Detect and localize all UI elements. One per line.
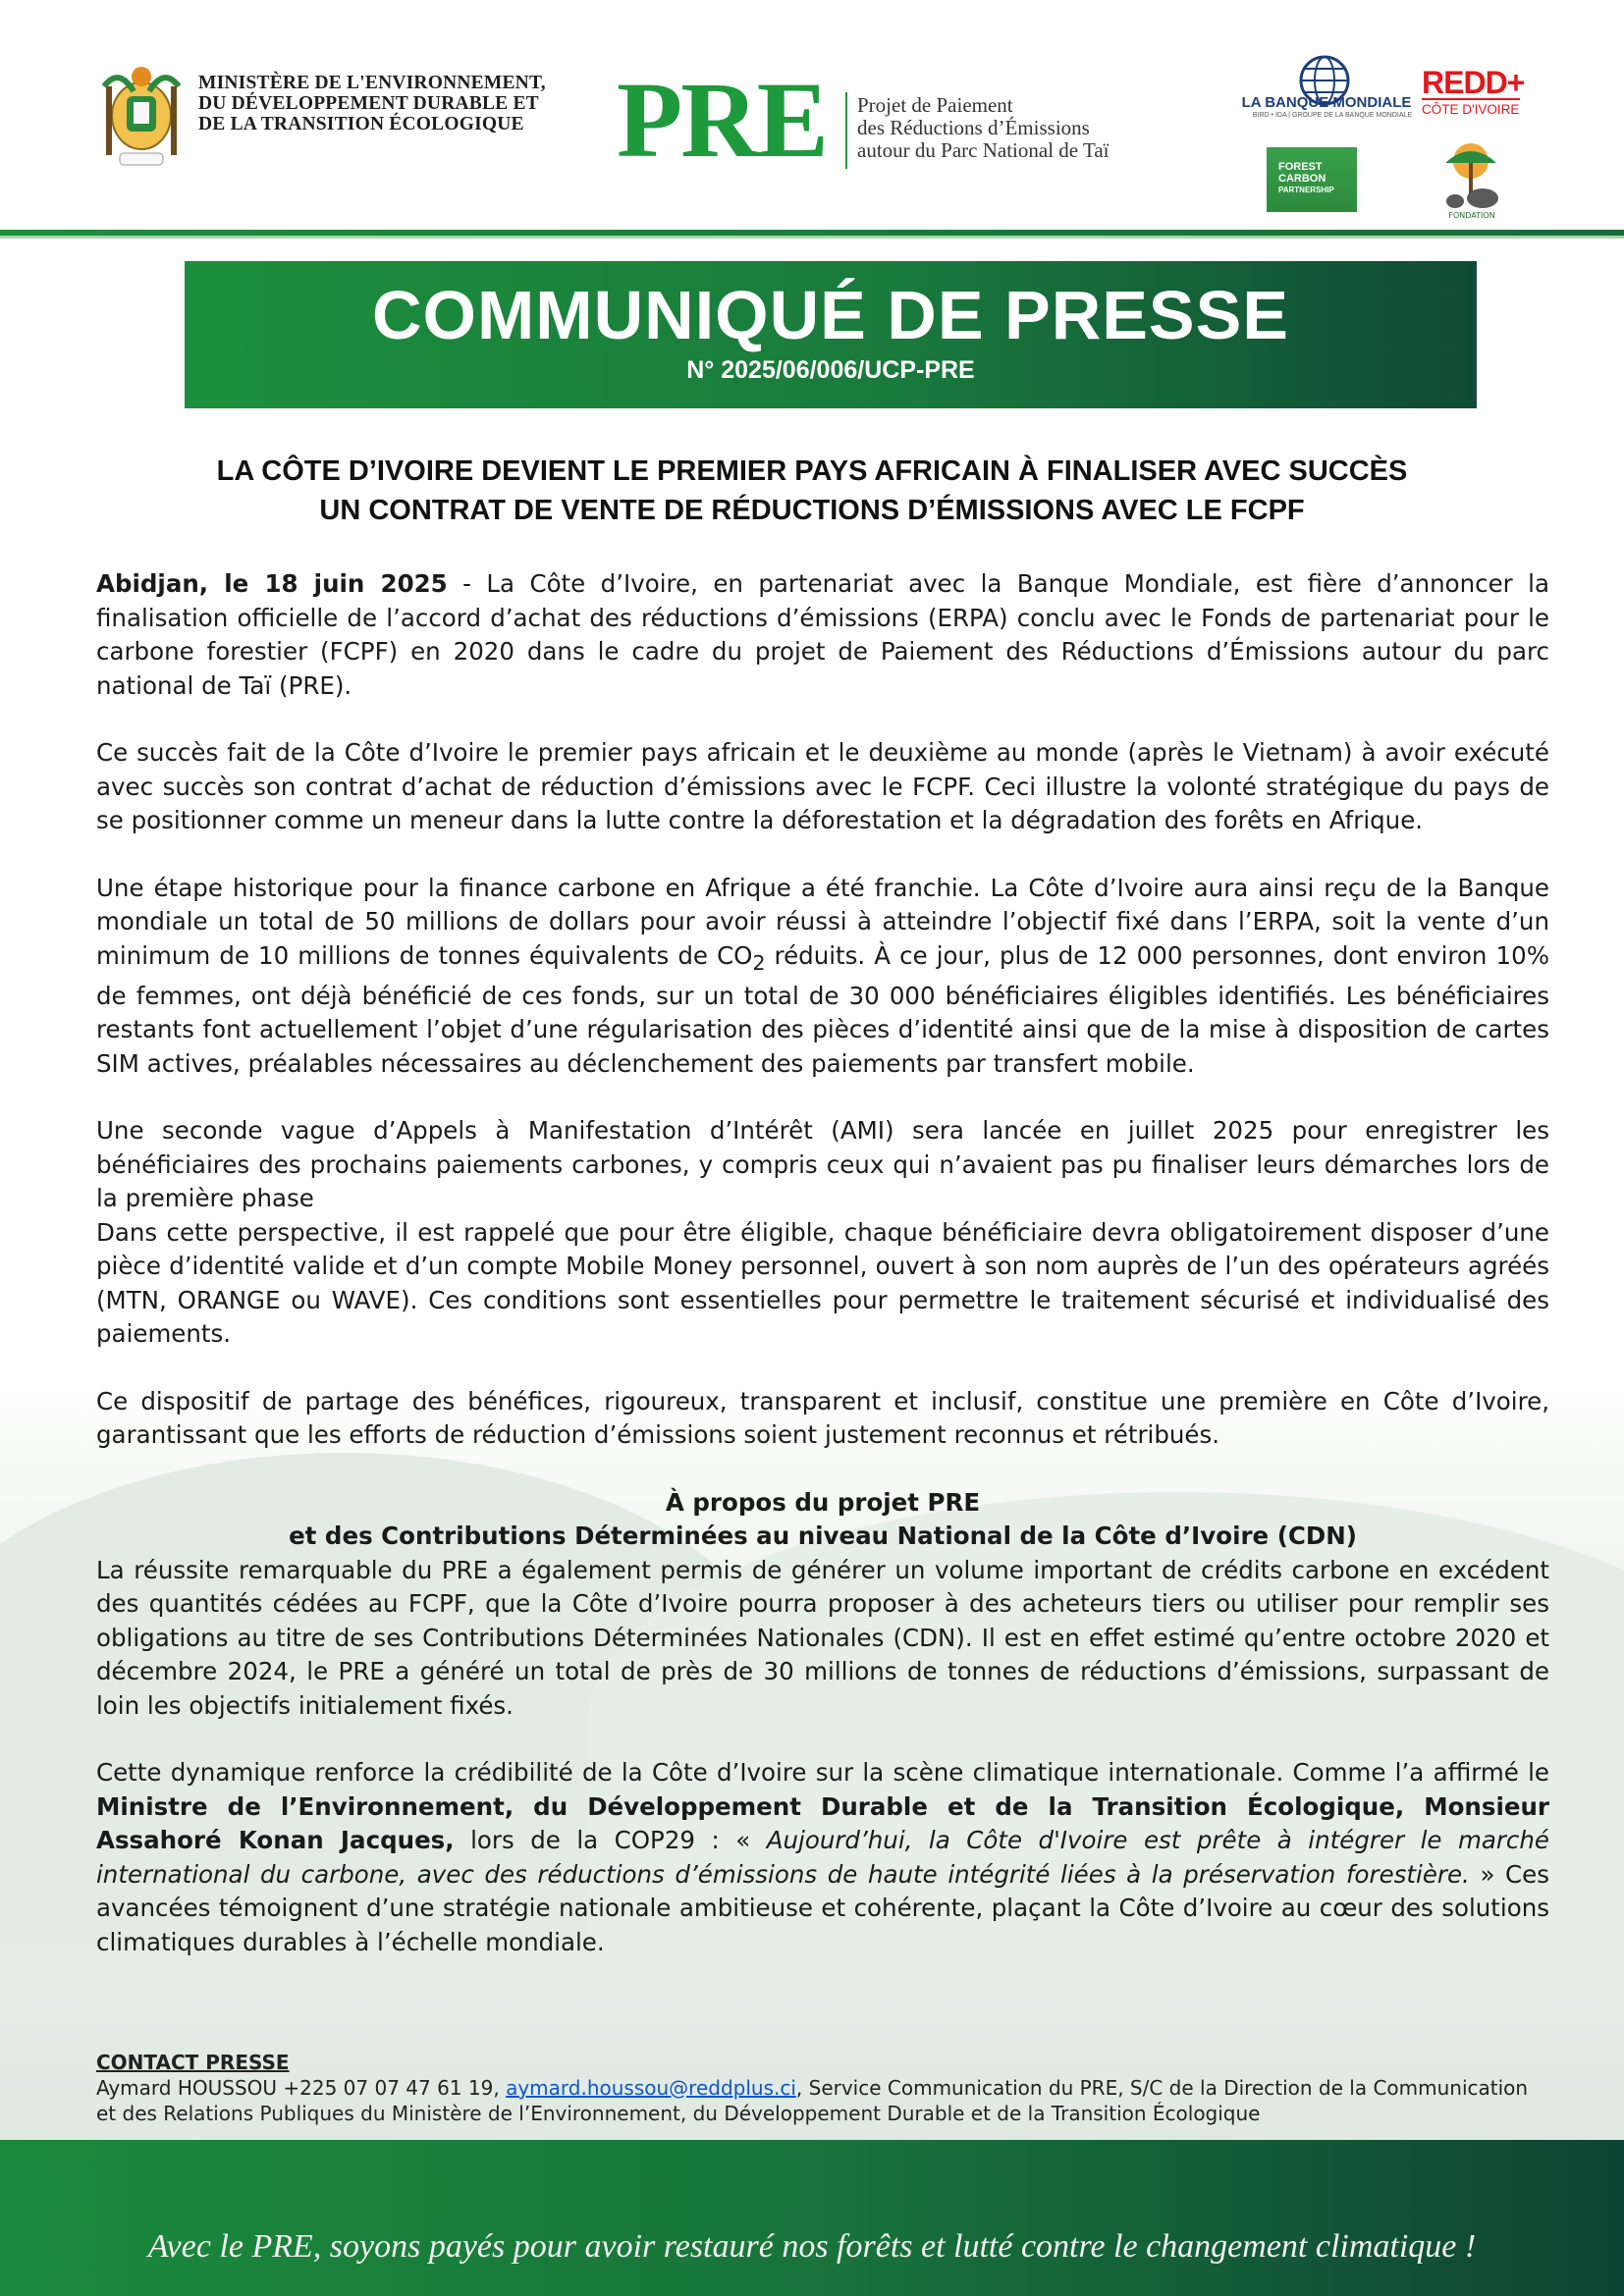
co2-subscript: 2 — [752, 950, 766, 975]
paragraph: La réussite remarquable du PRE a également permis de générer un volume important de crédits carbone en excédent des quantités cédées au FCPF, que la Côte d’Ivoire pourra proposer à des acheteurs tiers ou utiliser pour remplir ses obligations au titre de ses Contributions Déterminées Nationales (CDN). Il est en effet estimé qu’entre octobre 2020 et décembre 2024, le PRE a généré un total de près de 30 millions de tonnes de réductions d’émissions, surpassant de loin les objectifs initialement fixés. — [96, 1555, 1549, 1720]
world-bank-name: LA BANQUE MONDIALE — [1241, 94, 1412, 111]
ministry-line: DE LA TRANSITION ÉCOLOGIQUE — [198, 114, 524, 134]
fondation-label: FONDATION — [1448, 211, 1495, 220]
paragraph-text: réduits. À ce jour, plus de 12 000 personnes, dont environ 10% de femmes, ont déjà bénéficié de ces fonds, sur un total de 30 000 bénéficiaires éligibles identifiés. Les bénéficiaires restants font actuellement l’objet d’une régularisation des pièces d’identité ainsi que de la mise à disposition de cartes SIM actives, préalables nécessaires au déclenchement des paiements par transfert mobile. — [96, 940, 1549, 1078]
paragraph — [96, 567, 1549, 703]
paragraph-text: Cette dynamique renforce la crédibilité de la Côte d’Ivoire sur la scène climatique internationale. Comme l’a affirmé le — [96, 1758, 1549, 1788]
paragraph — [96, 1756, 1549, 1959]
about-section-title: À propos du projet PRE — [665, 1487, 981, 1517]
paragraph-text: » Ces avancées témoignent d’une stratégie nationale ambitieuse et cohérente, plaçant la Côte d’Ivoire au cœur des solutions climatiques durables à l’échelle mondiale. — [96, 1859, 1549, 1956]
paragraph-text: lors de la COP29 : « — [454, 1826, 767, 1855]
ministry-line: DU DÉVELOPPEMENT DURABLE ET — [198, 93, 539, 114]
fcp-line: FOREST — [1278, 161, 1323, 173]
world-bank-subtitle: BIRD • IDA | GROUPE DE LA BANQUE MONDIALE — [1252, 112, 1413, 119]
contact-lead: Aymard HOUSSOU +225 07 07 47 61 19, — [96, 2076, 507, 2100]
release-number: N° 2025/06/006/UCP-PRE — [686, 356, 975, 384]
headline-line: UN CONTRAT DE VENTE DE RÉDUCTIONS D’ÉMISSIONS AVEC LE FCPF — [319, 495, 1305, 526]
banner-title: COMMUNIQUÉ DE PRESSE — [372, 277, 1289, 353]
pre-project-description — [857, 94, 1171, 162]
headline-line: LA CÔTE D’IVOIRE DEVIENT LE PREMIER PAYS AFRICAIN À FINALISER AVEC SUCCÈS — [216, 455, 1408, 487]
redd-plus-title: REDD+ — [1422, 65, 1525, 100]
press-release-banner — [185, 261, 1477, 408]
fcp-line: CARBON — [1278, 173, 1326, 185]
fondation-elephant-tree-icon — [1432, 139, 1512, 222]
contact-rest: , Service Communication du PRE, S/C de la Direction de la Communication et des Relations Publiques du Ministère de l’Environnement, du Développement Durable et de la Transition Écologique — [96, 2076, 1529, 2125]
redd-plus-country: CÔTE D'IVOIRE — [1422, 98, 1520, 117]
paragraph — [96, 872, 1549, 1082]
pre-desc-line: Projet de Paiement — [857, 93, 1013, 117]
press-contact — [96, 2050, 1549, 2126]
header-divider-accent — [0, 236, 1624, 239]
pre-desc-line: autour du Parc National de Taï — [857, 138, 1110, 162]
paragraph: Une seconde vague d’Appels à Manifestation d’Intérêt (AMI) sera lancée en juillet 2025 pour enregistrer les bénéficiaires des prochains paiements carbones, y compris ceux qui n’avaient pas pu finaliser leurs démarches lors de la première phase — [96, 1116, 1549, 1213]
paragraph: Dans cette perspective, il est rappelé que pour être éligible, chaque bénéficiaire devra obligatoirement disposer d’une pièce d’identité valide et d’un compte Mobile Money personnel, ouvert à son nom auprès de l’un des opérateurs agréés (MTN, ORANGE ou WAVE). Ces conditions sont essentielles pour permettre le traitement sécurisé et individualisé des paiements. — [96, 1217, 1549, 1349]
headline — [118, 452, 1506, 530]
contact-details — [96, 2075, 1549, 2126]
fcp-line: PARTNERSHIP — [1278, 186, 1334, 194]
minister-quote: Aujourd’hui, la Côte d'Ivoire est prête à intégrer le marché international du carbone, avec des réductions d’émissions de haute intégrité liées à la préservation forestière. — [96, 1826, 1549, 1889]
ministry-line: MINISTÈRE DE L'ENVIRONNEMENT, — [198, 73, 546, 93]
pre-logo-divider — [845, 92, 847, 169]
redd-plus-logo — [1422, 67, 1530, 117]
article-body — [96, 567, 1549, 1993]
ministry-coat-of-arms-icon — [94, 57, 189, 175]
pre-desc-line: des Réductions d’Émissions — [857, 116, 1090, 139]
paragraph: Ce succès fait de la Côte d’Ivoire le premier pays africain et le deuxième au monde (après le Vietnam) à avoir exécuté avec succès son contrat d’achat de réduction d’émissions avec le FCPF. Ceci illustre la volonté stratégique du pays de se positionner comme un meneur dans la lutte contre la déforestation et la dégradation des forêts en Afrique. — [96, 738, 1549, 834]
footer-band — [0, 2140, 1624, 2296]
dateline: Abidjan, le 18 juin 2025 — [96, 569, 448, 598]
paragraph-text: - La Côte d’Ivoire, en partenariat avec la Banque Mondiale, est fière d’annoncer la finalisation officielle de l’accord d’achat des réductions d’émissions (ERPA) conclu avec le Fonds de partenariat pour le carbone forestier (FCPF) en 2020 dans le cadre du projet de Paiement des Réductions d’Émissions autour du parc national de Taï (PRE). — [96, 569, 1549, 700]
contact-email-link[interactable]: aymard.houssou@reddplus.ci — [506, 2076, 796, 2100]
forest-carbon-partnership-logo — [1267, 147, 1357, 212]
ministry-name — [198, 73, 571, 134]
minister-name: Ministre de l’Environnement, du Développement Durable et de la Transition Écologique, Monsieur Assahoré Konan Jacques, — [96, 1791, 1549, 1855]
paragraph: Ce dispositif de partage des bénéfices, rigoureux, transparent et inclusif, constitue une première en Côte d’Ivoire, garantissant que les efforts de réduction d’émissions soient justement reconnus et rétribués. — [96, 1386, 1549, 1450]
pre-logo: PRE — [617, 60, 827, 180]
about-section-subtitle: et des Contributions Déterminées au niveau National de la Côte d’Ivoire (CDN) — [289, 1522, 1357, 1551]
paragraph-text: Une étape historique pour la finance carbone en Afrique a été franchie. La Côte d’Ivoire aura ainsi reçu de la Banque mondiale un total de 50 millions de dollars pour avoir réussi à atteindre l’objectif fixé dans l’ERPA, soit la vente d’un minimum de 10 millions de tonnes équivalents de CO — [96, 873, 1549, 970]
contact-heading: CONTACT PRESSE — [96, 2051, 290, 2074]
footer-slogan: Avec le PRE, soyons payés pour avoir restauré nos forêts et lutté contre le changement climatique ! — [147, 2228, 1477, 2265]
